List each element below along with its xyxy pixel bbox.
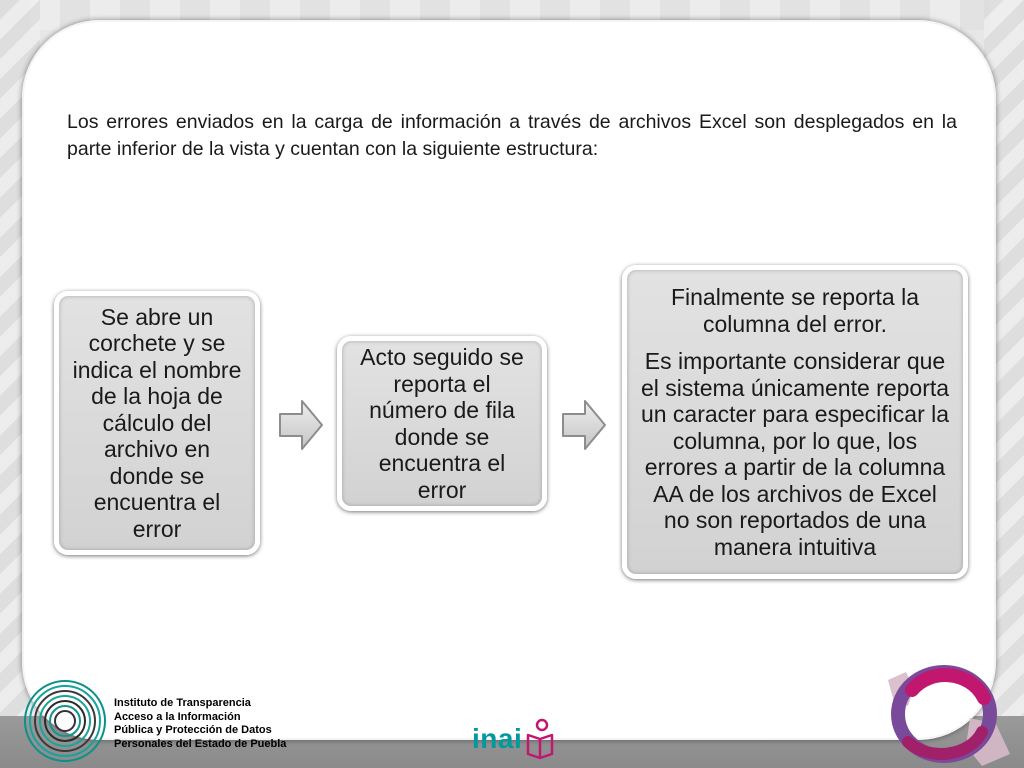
flow-step-sheet	[54, 291, 260, 555]
puebla-logo	[878, 658, 1020, 768]
institute-name-line: Acceso a la Información	[114, 710, 241, 723]
inai-logo	[472, 716, 555, 762]
institute-name-line: Personales del Estado de Puebla	[114, 737, 287, 750]
book-figure-icon	[525, 718, 555, 760]
institute-name-line: Pública y Protección de Datos	[114, 724, 272, 736]
flow-step-row-text: Acto seguido se reporta el número de fila donde se encuentra el error	[360, 344, 524, 503]
flow-step-column-text: Finalmente se reporta la columna del error.	[670, 284, 919, 337]
itp-circle-logo	[22, 678, 108, 764]
intro-text: Los errores enviados en la carga de información a través de archivos Excel son desplegados en la parte inferior de la vista y cuentan con la siguiente estructura:	[67, 111, 957, 160]
flow-step-column-note: Es importante considerar que el sistema únicamente reporta un caracter para especificar la columna, por lo que, los errores a partir de la columna AA de los archivos de Excel no son reportados de una manera intuitiva	[640, 348, 950, 560]
flow-step-sheet-text: Se abre un corchete y se indica el nombre de la hoja de cálculo del archivo en donde se encuentra el error	[72, 303, 242, 542]
arrow-right-icon	[560, 397, 608, 453]
flow-step-row	[337, 336, 547, 511]
institute-name	[114, 697, 286, 751]
arrow-right-icon	[277, 397, 325, 453]
inai-wordmark: inai	[472, 723, 523, 754]
flow-step-column	[622, 265, 968, 579]
institute-name-line: Instituto de Transparencia	[114, 697, 251, 709]
